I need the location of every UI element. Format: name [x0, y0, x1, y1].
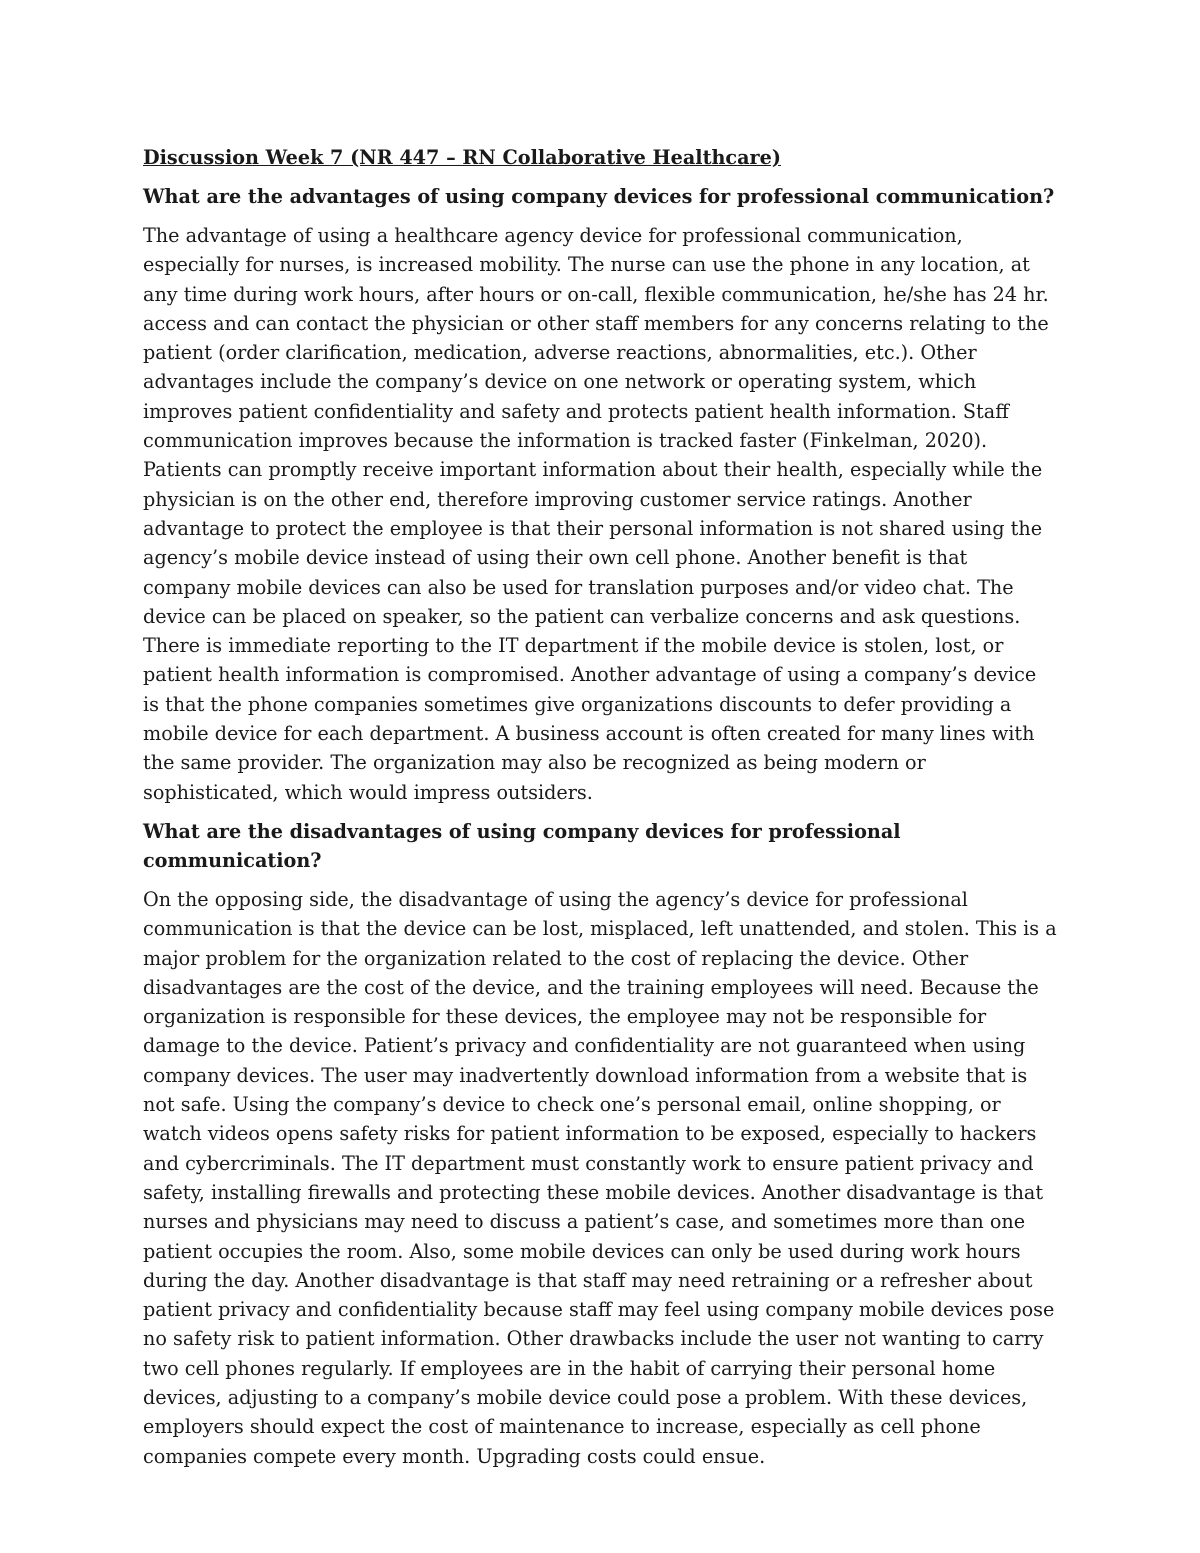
advantages-answer: The advantage of using a healthcare agency device for professional communication, especially for nurses, is increased mobility. The nurse can use the phone in any location, at any time during work hours, after hours or on-call, flexible communication, he/she has 24 hr. access and can contact the physician or other staff members for any concerns relating to the patient (order clarification, medication, adverse reactions, abnormalities, etc.). Other advantages include the company’s device on one network or operating system, which improves patient confidentiality and safety and protects patient health information. Staff communication improves because the information is tracked faster (Finkelman, 2020). Patients can promptly receive important information about their health, especially while the physician is on the other end, therefore improving customer service ratings. Another advantage to protect the employee is that their personal information is not shared using the agency’s mobile device instead of using their own cell phone. Another benefit is that company mobile devices can also be used for translation purposes and/or video chat. The device can be placed on speaker, so the patient can verbalize concerns and ask questions. There is immediate reporting to the IT department if the mobile device is stolen, lost, or patient health information is compromised. Another advantage of using a company’s device is that the phone companies sometimes give organizations discounts to defer providing a mobile device for each department. A business account is often created for many lines with the same provider. The organization may also be recognized as being modern or sophisticated, which would impress outsiders.: [143, 224, 1049, 804]
disadvantages-answer: On the opposing side, the disadvantage of using the agency’s device for professional communication is that the device can be lost, misplaced, left unattended, and stolen. This is a major problem for the organization related to the cost of replacing the device. Other disadvantages are the cost of the device, and the training employees will need. Because the organization is responsible for these devices, the employee may not be responsible for damage to the device. Patient’s privacy and confidentiality are not guaranteed when using company devices. The user may inadvertently download information from a website that is not safe. Using the company’s device to check one’s personal email, online shopping, or watch videos opens safety risks for patient information to be exposed, especially to hackers and cybercriminals. The IT department must constantly work to ensure patient privacy and safety, installing firewalls and protecting these mobile devices. Another disadvantage is that nurses and physicians may need to discuss a patient’s case, and sometimes more than one patient occupies the room. Also, some mobile devices can only be used during work hours during the day. Another disadvantage is that staff may need retraining or a refresher about patient privacy and confidentiality because staff may feel using company mobile devices pose no safety risk to patient information. Other drawbacks include the user not wanting to carry two cell phones regularly. If employees are in the habit of carrying their personal home devices, adjusting to a company’s mobile device could pose a problem. With these devices, employers should expect the cost of maintenance to increase, especially as cell phone companies compete every month. Upgrading costs could ensue.: [143, 887, 1057, 1468]
advantages-question: What are the advantages of using company devices for professional communication?: [143, 185, 1055, 208]
document-title: Discussion Week 7 (NR 447 – RN Collaborative Healthcare): [143, 146, 781, 169]
document-page: [143, 143, 1058, 1481]
disadvantages-question: What are the disadvantages of using company devices for professional communication?: [143, 819, 901, 872]
